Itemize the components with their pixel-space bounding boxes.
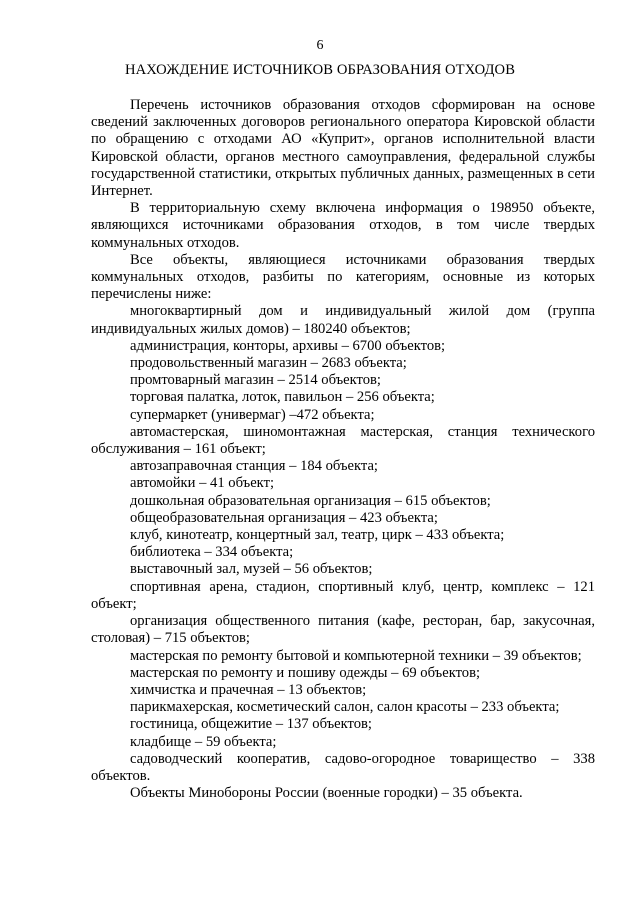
defense-objects-paragraph: Объекты Минобороны России (военные городки) – 35 объекта. [130,785,523,802]
page-number: 6 [316,38,324,53]
category-item: парикмахерская, косметический салон, салон красоты – 233 объекта; [130,699,560,716]
category-item: многоквартирный дом и индивидуальный жилой дом (группа индивидуальных жилых домов) – 180240 объектов; [91,303,595,337]
category-item: дошкольная образовательная организация – 615 объектов; [130,492,491,509]
section-title: НАХОЖДЕНИЕ ИСТОЧНИКОВ ОБРАЗОВАНИЯ ОТХОДОВ [124,62,516,78]
category-item: супермаркет (универмаг) –472 объекта; [130,406,375,423]
intro-paragraph: Перечень источников образования отходов сформирован на основе сведений заключенных договоров регионального оператора Кировской области по обращению с отходами АО «Куприт», органов исполнительной власти Кировской области, органов местного самоуправления, федеральной службы государственной статистики, открытых публичных данных, размещенных в сети Интернет. [91,97,595,200]
category-item: автозаправочная станция – 184 объекта; [130,458,378,475]
category-item: организация общественного питания (кафе, ресторан, бар, закусочная, столовая) – 715 объектов; [91,613,595,647]
category-item: автомойки – 41 объект; [130,475,274,492]
category-item: промтоварный магазин – 2514 объектов; [130,372,381,389]
category-item: клуб, кинотеатр, концертный зал, театр, цирк – 433 объекта; [130,527,505,544]
category-item: гостиница, общежитие – 137 объектов; [130,716,372,733]
category-item: химчистка и прачечная – 13 объектов; [130,681,367,698]
category-item: библиотека – 334 объекта; [130,544,294,561]
category-item: автомастерская, шиномонтажная мастерская, станция технического обслуживания – 161 объект; [91,423,595,458]
category-item: выставочный зал, музей – 56 объектов; [130,561,373,578]
category-item: администрация, конторы, архивы – 6700 объектов; [130,337,446,354]
category-item: садоводческий кооператив, садово-огородное товарищество – 338 объектов. [91,750,595,784]
category-item: кладбище – 59 объекта; [130,733,277,750]
category-item: продовольственный магазин – 2683 объекта; [130,355,407,372]
categories-intro-paragraph: Все объекты, являющиеся источниками образования твердых коммунальных отходов, разбиты по категориям, основные из которых перечислены ниже: [91,251,595,303]
category-list [91,303,595,785]
category-item: мастерская по ремонту и пошиву одежды – 69 объектов; [130,664,481,681]
category-item: торговая палатка, лоток, павильон – 256 объекта; [130,389,435,406]
category-item: мастерская по ремонту бытовой и компьютерной техники – 39 объектов; [130,647,582,664]
category-item: спортивная арена, стадион, спортивный клуб, центр, комплекс – 121 объект; [91,578,595,612]
body-text [91,97,595,802]
objects-count-paragraph: В территориальную схему включена информация о 198950 объекте, являющихся источниками образования отходов, в том числе твердых коммунальных отходов. [91,200,595,251]
category-item: общеобразовательная организация – 423 объекта; [130,509,438,526]
